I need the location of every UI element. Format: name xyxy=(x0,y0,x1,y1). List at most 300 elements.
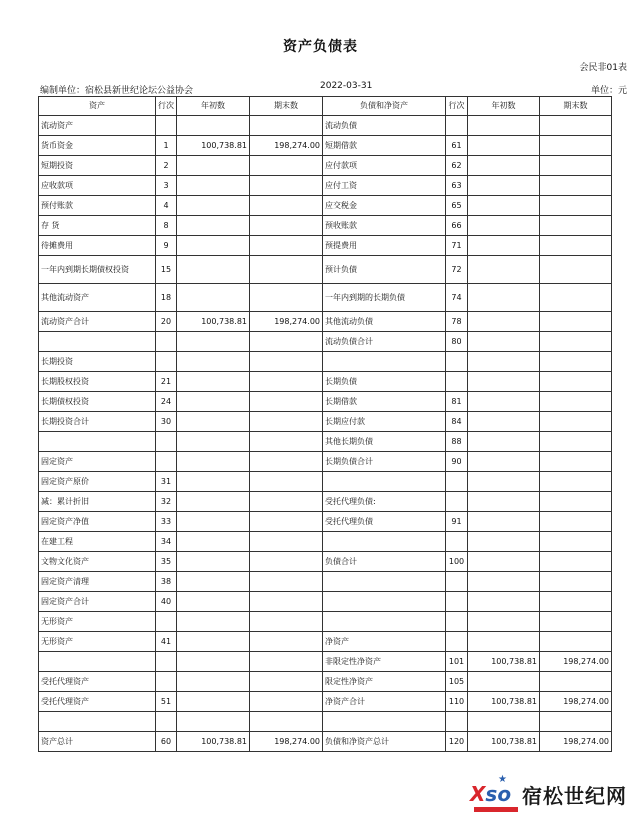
liability-name: 其他长期负债 xyxy=(323,432,446,452)
asset-line-no xyxy=(156,652,177,672)
asset-line-no: 8 xyxy=(156,216,177,236)
asset-line-no: 51 xyxy=(156,692,177,712)
liability-line-no: 61 xyxy=(446,136,468,156)
table-row xyxy=(39,532,612,552)
liability-line-no: 62 xyxy=(446,156,468,176)
asset-beginning xyxy=(177,472,250,492)
asset-ending xyxy=(250,176,323,196)
liability-beginning xyxy=(468,472,540,492)
asset-beginning xyxy=(177,512,250,532)
asset-ending xyxy=(250,372,323,392)
asset-name: 其他流动资产 xyxy=(39,284,156,312)
asset-beginning xyxy=(177,116,250,136)
liability-name: 应付工资 xyxy=(323,176,446,196)
liability-ending xyxy=(540,312,612,332)
table-row xyxy=(39,256,612,284)
liability-line-no: 120 xyxy=(446,732,468,752)
table-row xyxy=(39,236,612,256)
liability-ending xyxy=(540,352,612,372)
asset-line-no: 38 xyxy=(156,572,177,592)
liability-line-no: 66 xyxy=(446,216,468,236)
asset-line-no: 9 xyxy=(156,236,177,256)
asset-name: 一年内到期长期债权投资 xyxy=(39,256,156,284)
asset-beginning xyxy=(177,552,250,572)
asset-name: 受托代理资产 xyxy=(39,672,156,692)
table-row xyxy=(39,392,612,412)
asset-beginning xyxy=(177,432,250,452)
asset-beginning xyxy=(177,216,250,236)
liability-beginning xyxy=(468,452,540,472)
liability-line-no: 80 xyxy=(446,332,468,352)
liability-line-no: 90 xyxy=(446,452,468,472)
asset-name: 减：累计折旧 xyxy=(39,492,156,512)
liability-line-no xyxy=(446,472,468,492)
liability-ending xyxy=(540,372,612,392)
asset-name: 应收款项 xyxy=(39,176,156,196)
liability-ending xyxy=(540,196,612,216)
asset-ending xyxy=(250,652,323,672)
header-line-no: 行次 xyxy=(156,97,177,116)
asset-line-no: 30 xyxy=(156,412,177,432)
asset-name: 流动资产合计 xyxy=(39,312,156,332)
liability-ending xyxy=(540,432,612,452)
liability-ending xyxy=(540,332,612,352)
liability-ending xyxy=(540,712,612,732)
table-row xyxy=(39,652,612,672)
liability-line-no: 88 xyxy=(446,432,468,452)
liability-beginning xyxy=(468,632,540,652)
liability-line-no xyxy=(446,532,468,552)
liability-ending xyxy=(540,632,612,652)
liability-ending xyxy=(540,236,612,256)
liability-line-no: 91 xyxy=(446,512,468,532)
asset-ending xyxy=(250,216,323,236)
asset-ending xyxy=(250,256,323,284)
table-row xyxy=(39,452,612,472)
liability-line-no: 105 xyxy=(446,672,468,692)
asset-name: 流动资产 xyxy=(39,116,156,136)
table-row xyxy=(39,692,612,712)
liability-ending xyxy=(540,256,612,284)
asset-beginning xyxy=(177,492,250,512)
table-row xyxy=(39,176,612,196)
table-row xyxy=(39,512,612,532)
site-name: 宿松世纪网 xyxy=(522,784,627,808)
liability-beginning xyxy=(468,332,540,352)
liability-ending xyxy=(540,392,612,412)
asset-name: 长期债权投资 xyxy=(39,392,156,412)
brand-tag-bar xyxy=(474,807,518,812)
asset-ending xyxy=(250,512,323,532)
asset-beginning xyxy=(177,532,250,552)
liability-name: 受托代理负债: xyxy=(323,492,446,512)
liability-ending xyxy=(540,612,612,632)
liability-line-no: 110 xyxy=(446,692,468,712)
asset-ending xyxy=(250,672,323,692)
liability-beginning xyxy=(468,592,540,612)
liability-line-no xyxy=(446,572,468,592)
asset-line-no: 40 xyxy=(156,592,177,612)
liability-line-no: 74 xyxy=(446,284,468,312)
liability-beginning: 100,738.81 xyxy=(468,692,540,712)
star-icon: ★ xyxy=(498,774,507,785)
liability-beginning xyxy=(468,116,540,136)
liability-name: 净资产合计 xyxy=(323,692,446,712)
asset-ending xyxy=(250,392,323,412)
asset-name: 长期投资合计 xyxy=(39,412,156,432)
liability-line-no: 71 xyxy=(446,236,468,256)
asset-beginning xyxy=(177,412,250,432)
liability-beginning xyxy=(468,136,540,156)
asset-name: 固定资产净值 xyxy=(39,512,156,532)
asset-name: 资产总计 xyxy=(39,732,156,752)
liability-ending xyxy=(540,116,612,136)
asset-ending xyxy=(250,352,323,372)
asset-ending: 198,274.00 xyxy=(250,312,323,332)
liability-name: 应付款项 xyxy=(323,156,446,176)
liability-beginning xyxy=(468,412,540,432)
liability-line-no: 72 xyxy=(446,256,468,284)
asset-name: 文物文化资产 xyxy=(39,552,156,572)
liability-ending xyxy=(540,412,612,432)
page-title: 资产负债表 xyxy=(283,39,358,55)
asset-ending xyxy=(250,592,323,612)
header-assets: 资产 xyxy=(39,97,156,116)
asset-name: 固定资产合计 xyxy=(39,592,156,612)
asset-name: 固定资产原价 xyxy=(39,472,156,492)
asset-line-no xyxy=(156,352,177,372)
liability-beginning xyxy=(468,712,540,732)
table-row xyxy=(39,612,612,632)
asset-line-no: 1 xyxy=(156,136,177,156)
asset-beginning xyxy=(177,156,250,176)
asset-name: 无形资产 xyxy=(39,612,156,632)
liability-name: 预提费用 xyxy=(323,236,446,256)
liability-beginning: 100,738.81 xyxy=(468,652,540,672)
liability-line-no: 63 xyxy=(446,176,468,196)
asset-beginning: 100,738.81 xyxy=(177,312,250,332)
table-row xyxy=(39,472,612,492)
liability-line-no: 78 xyxy=(446,312,468,332)
liability-ending xyxy=(540,176,612,196)
asset-name: 货币资金 xyxy=(39,136,156,156)
asset-line-no: 33 xyxy=(156,512,177,532)
unit-label: 单位：元 xyxy=(590,86,627,96)
header-ending: 期末数 xyxy=(250,97,323,116)
liability-ending xyxy=(540,216,612,236)
liability-beginning xyxy=(468,284,540,312)
liability-name: 负债合计 xyxy=(323,552,446,572)
asset-line-no: 32 xyxy=(156,492,177,512)
liability-name: 长期借款 xyxy=(323,392,446,412)
asset-beginning xyxy=(177,332,250,352)
asset-name xyxy=(39,332,156,352)
liability-beginning xyxy=(468,256,540,284)
liability-name: 流动负债 xyxy=(323,116,446,136)
watermark-logo xyxy=(470,774,635,816)
asset-beginning: 100,738.81 xyxy=(177,732,250,752)
table-row xyxy=(39,352,612,372)
liability-name: 负债和净资产总计 xyxy=(323,732,446,752)
liability-ending xyxy=(540,532,612,552)
header-beginning: 年初数 xyxy=(177,97,250,116)
asset-beginning xyxy=(177,284,250,312)
liability-name: 应交税金 xyxy=(323,196,446,216)
table-body xyxy=(39,116,612,752)
asset-line-no: 41 xyxy=(156,632,177,652)
header-beginning-2: 年初数 xyxy=(468,97,540,116)
asset-ending xyxy=(250,612,323,632)
liability-name: 一年内到期的长期负债 xyxy=(323,284,446,312)
asset-beginning xyxy=(177,672,250,692)
liability-ending xyxy=(540,512,612,532)
report-date: 2022-03-31 xyxy=(320,81,373,91)
asset-name: 无形资产 xyxy=(39,632,156,652)
asset-beginning xyxy=(177,652,250,672)
liability-beginning xyxy=(468,156,540,176)
liability-ending: 198,274.00 xyxy=(540,652,612,672)
liability-beginning xyxy=(468,532,540,552)
liability-line-no xyxy=(446,116,468,136)
asset-beginning xyxy=(177,392,250,412)
liability-ending xyxy=(540,284,612,312)
table-row xyxy=(39,712,612,732)
asset-beginning xyxy=(177,256,250,284)
asset-beginning xyxy=(177,352,250,372)
liability-name xyxy=(323,612,446,632)
table-row xyxy=(39,572,612,592)
liability-name xyxy=(323,352,446,372)
liability-ending xyxy=(540,472,612,492)
asset-beginning xyxy=(177,592,250,612)
asset-line-no: 31 xyxy=(156,472,177,492)
table-header-row xyxy=(39,97,612,116)
liability-ending: 198,274.00 xyxy=(540,692,612,712)
table-row xyxy=(39,116,612,136)
liability-name: 预收账款 xyxy=(323,216,446,236)
liability-ending xyxy=(540,672,612,692)
asset-line-no: 3 xyxy=(156,176,177,196)
asset-name: 存 货 xyxy=(39,216,156,236)
liability-name: 净资产 xyxy=(323,632,446,652)
asset-name: 预付账款 xyxy=(39,196,156,216)
table-row xyxy=(39,492,612,512)
asset-line-no: 20 xyxy=(156,312,177,332)
liability-line-no xyxy=(446,612,468,632)
liability-beginning xyxy=(468,392,540,412)
asset-name xyxy=(39,432,156,452)
liability-line-no xyxy=(446,352,468,372)
table-row xyxy=(39,156,612,176)
asset-line-no xyxy=(156,612,177,632)
liability-line-no: 100 xyxy=(446,552,468,572)
liability-beginning xyxy=(468,572,540,592)
asset-beginning xyxy=(177,236,250,256)
liability-ending xyxy=(540,156,612,176)
liability-name: 长期负债合计 xyxy=(323,452,446,472)
liability-beginning xyxy=(468,432,540,452)
liability-beginning xyxy=(468,176,540,196)
liability-name: 受托代理负债 xyxy=(323,512,446,532)
liability-line-no: 81 xyxy=(446,392,468,412)
liability-name xyxy=(323,532,446,552)
liability-beginning xyxy=(468,512,540,532)
liability-line-no: 101 xyxy=(446,652,468,672)
form-code: 会民非01表 xyxy=(579,63,627,73)
liability-name: 短期借款 xyxy=(323,136,446,156)
brand-mark-tail: so xyxy=(485,782,512,806)
table-row xyxy=(39,196,612,216)
brand-mark: Xso xyxy=(470,782,512,806)
liability-name: 非限定性净资产 xyxy=(323,652,446,672)
liability-name: 长期应付款 xyxy=(323,412,446,432)
asset-line-no: 24 xyxy=(156,392,177,412)
asset-line-no: 18 xyxy=(156,284,177,312)
asset-name: 长期股权投资 xyxy=(39,372,156,392)
liability-line-no xyxy=(446,492,468,512)
liability-name xyxy=(323,572,446,592)
liability-line-no xyxy=(446,372,468,392)
asset-ending xyxy=(250,412,323,432)
table-row xyxy=(39,312,612,332)
asset-ending xyxy=(250,432,323,452)
liability-name: 限定性净资产 xyxy=(323,672,446,692)
liability-name xyxy=(323,472,446,492)
asset-line-no: 2 xyxy=(156,156,177,176)
asset-beginning xyxy=(177,692,250,712)
asset-beginning xyxy=(177,372,250,392)
liability-name: 长期负债 xyxy=(323,372,446,392)
liability-ending xyxy=(540,452,612,472)
liability-ending: 198,274.00 xyxy=(540,732,612,752)
liability-beginning xyxy=(468,552,540,572)
liability-beginning xyxy=(468,196,540,216)
asset-name: 短期投资 xyxy=(39,156,156,176)
header-liabilities: 负债和净资产 xyxy=(323,97,446,116)
asset-beginning xyxy=(177,572,250,592)
asset-ending xyxy=(250,332,323,352)
asset-ending xyxy=(250,452,323,472)
table-row xyxy=(39,592,612,612)
balance-sheet-table xyxy=(38,96,612,752)
asset-ending xyxy=(250,236,323,256)
table-row xyxy=(39,632,612,652)
table-row xyxy=(39,216,612,236)
table-row xyxy=(39,552,612,572)
asset-ending xyxy=(250,116,323,136)
table-row xyxy=(39,332,612,352)
liability-beginning: 100,738.81 xyxy=(468,732,540,752)
header-ending-2: 期末数 xyxy=(540,97,612,116)
asset-name: 待摊费用 xyxy=(39,236,156,256)
liability-beginning xyxy=(468,612,540,632)
asset-beginning: 100,738.81 xyxy=(177,136,250,156)
asset-name: 在建工程 xyxy=(39,532,156,552)
liability-name: 其他流动负债 xyxy=(323,312,446,332)
asset-name: 固定资产清理 xyxy=(39,572,156,592)
liability-ending xyxy=(540,552,612,572)
asset-line-no: 60 xyxy=(156,732,177,752)
liability-name xyxy=(323,592,446,612)
table-row xyxy=(39,672,612,692)
asset-ending xyxy=(250,692,323,712)
liability-line-no: 65 xyxy=(446,196,468,216)
asset-ending xyxy=(250,632,323,652)
liability-beginning xyxy=(468,672,540,692)
asset-ending: 198,274.00 xyxy=(250,136,323,156)
asset-line-no xyxy=(156,452,177,472)
asset-line-no: 4 xyxy=(156,196,177,216)
liability-line-no: 84 xyxy=(446,412,468,432)
asset-ending: 198,274.00 xyxy=(250,732,323,752)
asset-ending xyxy=(250,552,323,572)
liability-line-no xyxy=(446,632,468,652)
asset-ending xyxy=(250,472,323,492)
liability-beginning xyxy=(468,312,540,332)
asset-beginning xyxy=(177,452,250,472)
liability-name: 流动负债合计 xyxy=(323,332,446,352)
liability-line-no xyxy=(446,712,468,732)
asset-beginning xyxy=(177,612,250,632)
asset-line-no xyxy=(156,332,177,352)
asset-line-no xyxy=(156,432,177,452)
liability-beginning xyxy=(468,372,540,392)
liability-beginning xyxy=(468,352,540,372)
liability-beginning xyxy=(468,492,540,512)
liability-ending xyxy=(540,592,612,612)
asset-line-no xyxy=(156,672,177,692)
liability-ending xyxy=(540,136,612,156)
asset-line-no xyxy=(156,116,177,136)
asset-name: 长期投资 xyxy=(39,352,156,372)
asset-name: 固定资产 xyxy=(39,452,156,472)
liability-ending xyxy=(540,492,612,512)
asset-ending xyxy=(250,492,323,512)
header-line-no-2: 行次 xyxy=(446,97,468,116)
asset-line-no xyxy=(156,712,177,732)
table-row xyxy=(39,136,612,156)
table-row xyxy=(39,432,612,452)
asset-line-no: 35 xyxy=(156,552,177,572)
org-label: 编制单位：宿松县新世纪论坛公益协会 xyxy=(40,86,194,96)
table-row xyxy=(39,412,612,432)
asset-name xyxy=(39,712,156,732)
asset-ending xyxy=(250,156,323,176)
asset-beginning xyxy=(177,632,250,652)
asset-ending xyxy=(250,284,323,312)
liability-beginning xyxy=(468,216,540,236)
asset-name: 受托代理资产 xyxy=(39,692,156,712)
asset-ending xyxy=(250,712,323,732)
table-row xyxy=(39,372,612,392)
asset-ending xyxy=(250,572,323,592)
asset-line-no: 34 xyxy=(156,532,177,552)
asset-line-no: 15 xyxy=(156,256,177,284)
asset-name xyxy=(39,652,156,672)
liability-name: 预计负债 xyxy=(323,256,446,284)
table-row xyxy=(39,284,612,312)
asset-line-no: 21 xyxy=(156,372,177,392)
asset-beginning xyxy=(177,196,250,216)
asset-ending xyxy=(250,196,323,216)
liability-name xyxy=(323,712,446,732)
asset-beginning xyxy=(177,712,250,732)
table-row xyxy=(39,732,612,752)
liability-beginning xyxy=(468,236,540,256)
asset-beginning xyxy=(177,176,250,196)
liability-ending xyxy=(540,572,612,592)
asset-ending xyxy=(250,532,323,552)
